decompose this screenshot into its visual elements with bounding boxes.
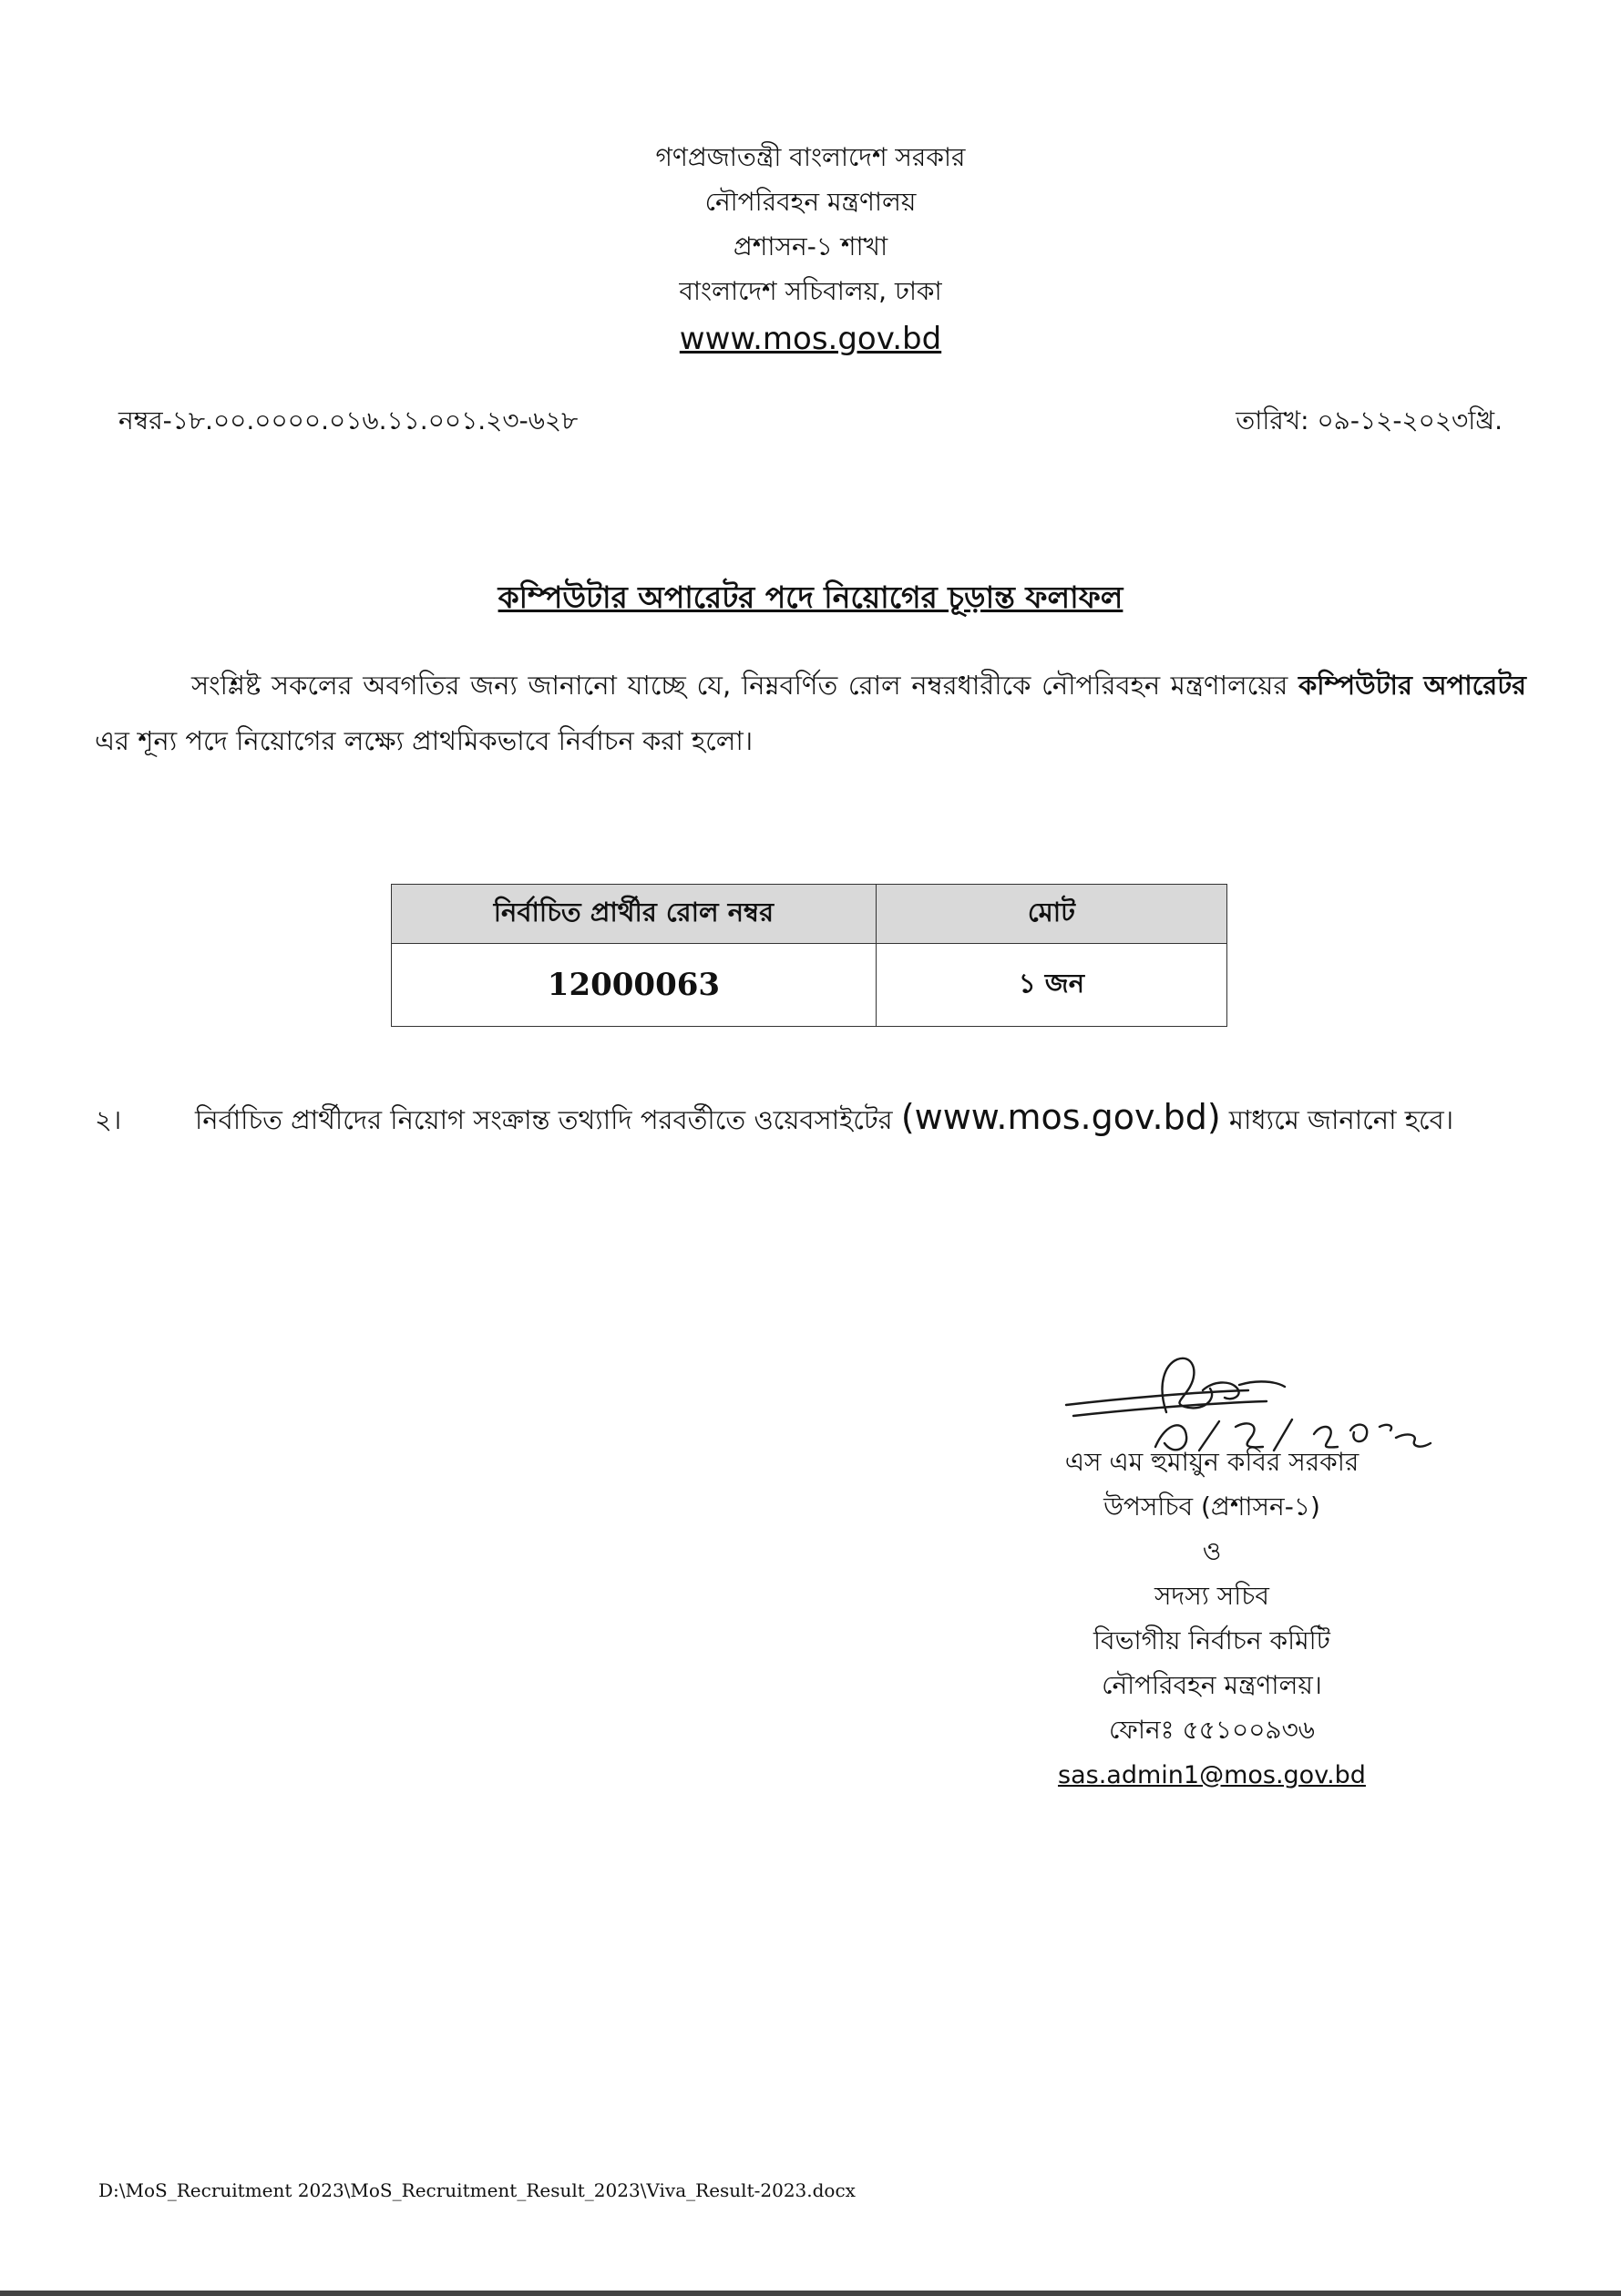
subject-heading: কম্পিউটার অপারেটর পদে নিয়োগের চূড়ান্ত ফলাফল: [498, 579, 1123, 615]
paragraph-text-end: এর শূন্য পদে নিয়োগের লক্ষ্যে প্রাথমিকভাবে নির্বাচন করা হলো।: [95, 725, 754, 756]
scan-edge-strip: [0, 2291, 1621, 2296]
government-name: গণপ্রজাতন্ত্রী বাংলাদেশ সরকার: [655, 142, 966, 172]
roll-number-header: নির্বাচিত প্রার্থীর রোল নম্বর: [392, 885, 877, 944]
memo-reference-line: [118, 401, 1503, 444]
table-row: [392, 944, 1227, 1027]
paragraph-text-start: সংশ্লিষ্ট সকলের অবগতির জন্য জানানো যাচ্ছে যে, নিম্নবর্ণিত রোল নম্বরধারীকে নৌপরিবহন মন্ত্রণালয়ের: [191, 670, 1288, 701]
result-table-header: [392, 885, 1227, 944]
signatory-designation: উপসচিব (প্রশাসন-১): [1103, 1491, 1320, 1522]
office-address: বাংলাদেশ সচিবালয়, ঢাকা: [679, 276, 942, 306]
signatory-name: এস এম হুমায়ুন কবির সরকার: [1064, 1447, 1359, 1477]
memo-date: তারিখ: ০৯-১২-২০২৩খ্রি.: [1236, 405, 1503, 436]
signatory-block: [1021, 1440, 1403, 1798]
website-link[interactable]: www.mos.gov.bd: [679, 321, 942, 357]
result-table: [391, 884, 1227, 1027]
signatory-ministry: নৌপরিবহন মন্ত্রণালয়।: [1102, 1670, 1322, 1700]
followup-text-end: মাধ্যমে জানানো হবে।: [1228, 1104, 1454, 1135]
paragraph-number: ২।: [95, 1104, 122, 1135]
letterhead: [0, 135, 1621, 363]
followup-paragraph: [95, 1091, 1526, 1146]
signatory-role: সদস্য সচিব: [1154, 1581, 1269, 1611]
file-path-footer: D:\MoS_Recruitment 2023\MoS_Recruitment_Result_2023\Viva_Result-2023.docx: [98, 2179, 856, 2201]
post-name: কম্পিউটার অপারেটর: [1298, 670, 1527, 701]
signatory-email-link[interactable]: sas.admin1@mos.gov.bd: [1058, 1761, 1366, 1789]
total-header: মোট: [876, 885, 1226, 944]
signatory-phone: ফোনঃ ৫৫১০০৯৩৬: [1109, 1715, 1315, 1745]
memo-number: নম্বর-১৮.০০.০০০০.০১৬.১১.০০১.২৩-৬২৮: [118, 405, 579, 436]
followup-text-start: নির্বাচিত প্রার্থীদের নিয়োগ সংক্রান্ত তথ্যাদি পরবর্তীতে ওয়েবসাইটের: [195, 1104, 893, 1135]
signatory-committee: বিভাগীয় নির্বাচন কমিটি: [1093, 1625, 1330, 1655]
roll-number-cell: 12000063: [392, 944, 877, 1027]
notice-paragraph: [95, 658, 1526, 769]
total-cell: ১ জন: [876, 944, 1226, 1027]
section-name: প্রশাসন-১ শাখা: [733, 231, 888, 261]
followup-website: (www.mos.gov.bd): [900, 1097, 1221, 1137]
ministry-name: নৌপরিবহন মন্ত্রণালয়: [704, 187, 917, 217]
signatory-conjunction: ও: [1202, 1536, 1222, 1566]
